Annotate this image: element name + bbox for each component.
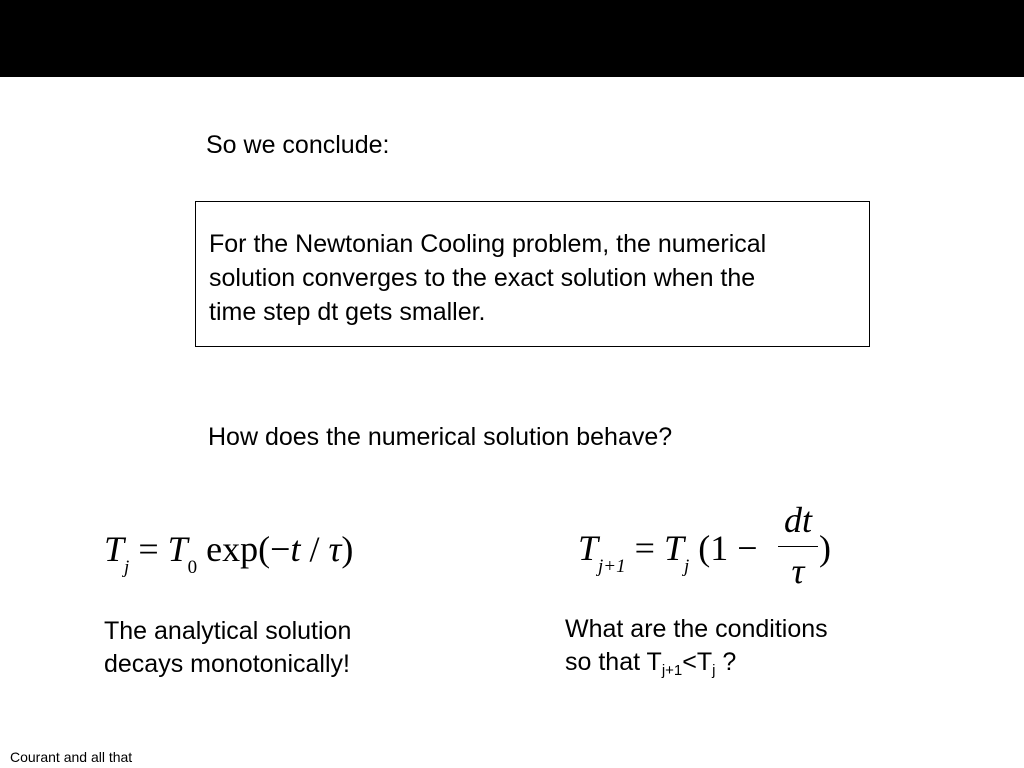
conclusion-line-3: time step dt gets smaller.: [209, 298, 486, 326]
question-text: How does the numerical solution behave?: [208, 423, 673, 451]
caption-sub-2: j: [712, 662, 716, 679]
eq1-rhs-sub: 0: [187, 557, 198, 578]
analytical-caption-line-1: The analytical solution: [104, 617, 352, 645]
slide-footer: Courant and all that: [10, 749, 133, 765]
eq2-fraction: [778, 500, 818, 591]
eq1-lhs-T: T: [104, 529, 125, 569]
analytical-equation: [104, 527, 353, 578]
caption-prefix: so that T: [565, 648, 662, 676]
eq2-frac-numerator: dt: [783, 500, 812, 540]
eq1-t: t: [290, 529, 301, 569]
numerical-caption: [565, 613, 828, 679]
conclusion-text: [209, 227, 766, 329]
numerical-caption-line-2: [565, 646, 828, 679]
caption-end: ?: [715, 648, 737, 676]
eq2-lhs-sub: j+1: [598, 556, 626, 577]
eq1-slash: /: [300, 529, 329, 569]
eq2-frac-denominator: τ: [791, 551, 805, 591]
eq2-close: ): [819, 528, 831, 568]
eq1-rhs-T: T: [167, 529, 188, 569]
eq1-minus: −: [270, 529, 291, 569]
numerical-caption-line-1: What are the conditions: [565, 615, 828, 643]
analytical-caption: [104, 615, 351, 681]
eq2-lhs-T: T: [578, 528, 599, 568]
eq1-close: ): [341, 529, 354, 569]
top-bar: [0, 0, 1024, 77]
conclusion-line-2: solution converges to the exact solution when the: [209, 264, 756, 292]
eq2-rhs-sub: j: [683, 556, 690, 577]
conclusion-line-1: For the Newtonian Cooling problem, the numerical: [209, 230, 767, 258]
eq2-base: [578, 526, 758, 577]
eq1-equals: =: [129, 529, 168, 569]
eq1-lhs-sub: j: [124, 557, 130, 578]
eq2-open: (1 −: [689, 528, 758, 568]
eq2-rhs-T: T: [663, 528, 684, 568]
analytical-caption-line-2: decays monotonically!: [104, 650, 350, 678]
eq2-equals: =: [625, 528, 664, 568]
conclusion-box: [195, 201, 870, 347]
caption-sub-1: j+1: [661, 662, 683, 679]
eq1-tau: τ: [328, 529, 342, 569]
eq1-exp: exp(: [197, 529, 271, 569]
caption-mid: <T: [682, 648, 713, 676]
slide-heading: So we conclude:: [206, 131, 390, 159]
eq2-frac-bar: [778, 546, 818, 547]
